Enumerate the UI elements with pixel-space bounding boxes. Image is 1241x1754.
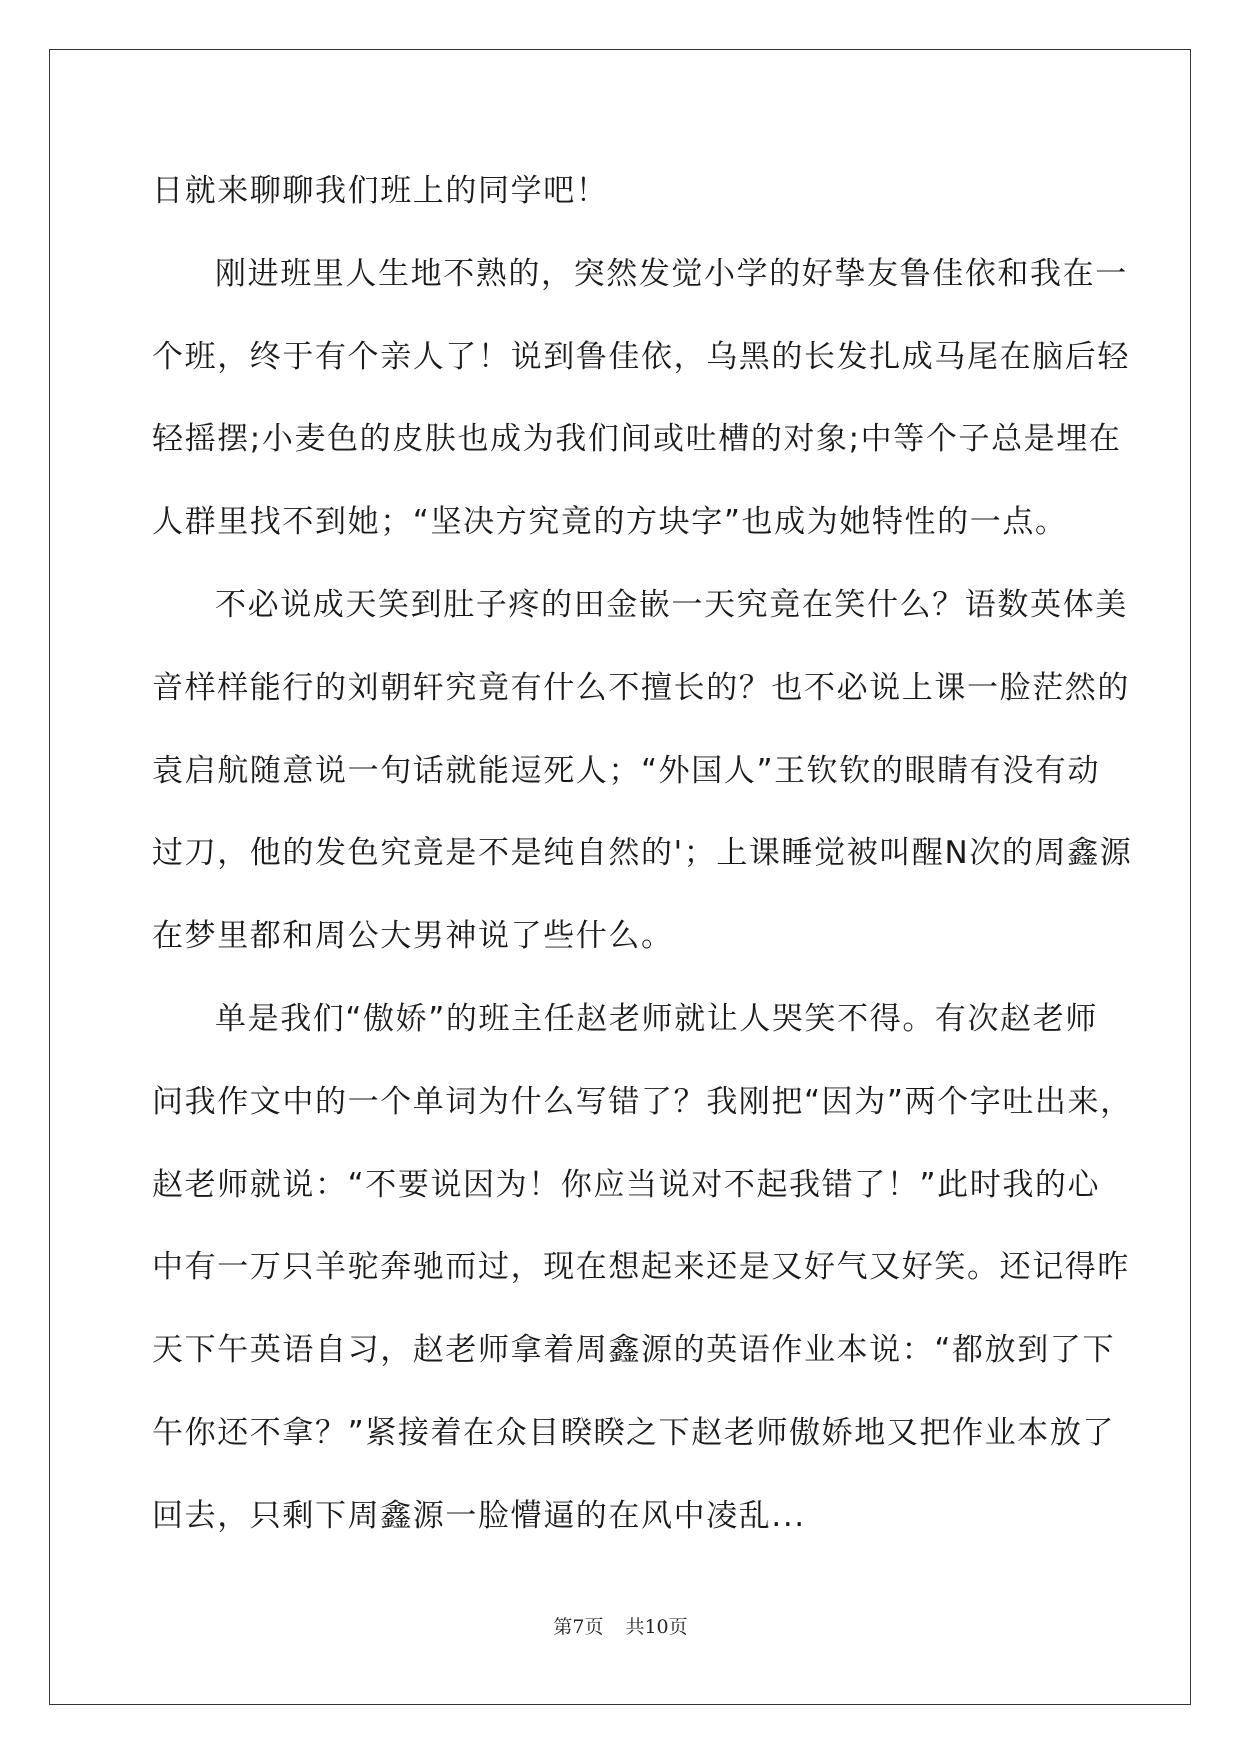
text-line: 天下午英语自习，赵老师拿着周鑫源的英语作业本说：“都放到了下 bbox=[152, 1332, 1116, 1369]
document-body bbox=[152, 150, 1133, 1558]
text-line: 问我作文中的一个单词为什么写错了？我刚把“因为”两个字吐出来， bbox=[152, 1083, 1133, 1120]
text-line: 袁启航随意说一句话就能逗死人；“外国人”王钦钦的眼睛有没有动 bbox=[152, 752, 1101, 789]
text-line: 人群里找不到她；“坚决方究竟的方块字”也成为她特性的一点。 bbox=[152, 504, 1068, 541]
text-line: 在梦里都和周公大男神说了些什么。 bbox=[152, 918, 674, 955]
text-line: 赵老师就说：“不要说因为！你应当说对不起我错了！”此时我的心 bbox=[152, 1166, 1101, 1203]
text-line: 午你还不拿？”紧接着在众目睽睽之下赵老师傲娇地又把作业本放了 bbox=[152, 1414, 1116, 1451]
text-line: 刚进班里人生地不熟的，突然发觉小学的好挚友鲁佳依和我在一 bbox=[215, 255, 1128, 292]
page-number: 第7页 bbox=[553, 1616, 604, 1638]
text-line: 日就来聊聊我们班上的同学吧！ bbox=[152, 173, 609, 209]
page-total: 共10页 bbox=[625, 1616, 688, 1638]
text-line: 过刀，他的发色究竟是不是纯自然的'；上课睡觉被叫醒N次的周鑫源 bbox=[152, 835, 1133, 872]
text-line: 不必说成天笑到肚子疼的田金嵌一天究竟在笑什么？语数英体美 bbox=[215, 586, 1128, 623]
text-line: 轻摇摆;小麦色的皮肤也成为我们间或吐槽的对象;中等个子总是埋在 bbox=[152, 421, 1122, 458]
text-line: 单是我们“傲娇”的班主任赵老师就让人哭笑不得。有次赵老师 bbox=[215, 1000, 1098, 1037]
text-line: 中有一万只羊驼奔驰而过，现在想起来还是又好气又好笑。还记得昨 bbox=[152, 1249, 1130, 1286]
text-line: 音样样能行的刘朝轩究竟有什么不擅长的？也不必说上课一脸茫然的 bbox=[152, 669, 1130, 706]
text-line: 回去，只剩下周鑫源一脸懵逼的在风中凌乱... bbox=[152, 1497, 806, 1534]
page-footer bbox=[0, 1612, 1241, 1639]
text-line: 个班，终于有个亲人了！说到鲁佳依，乌黑的长发扎成马尾在脑后轻 bbox=[152, 338, 1130, 375]
